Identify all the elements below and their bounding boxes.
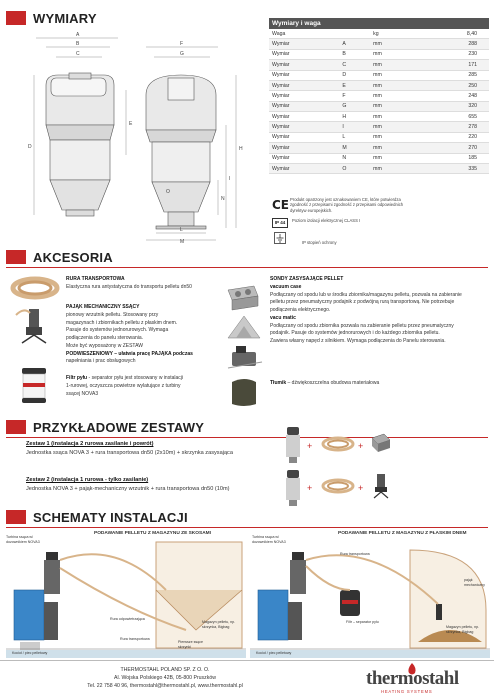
spec-unit: mm [370, 122, 414, 132]
ce-text: Produkt opatrzony jest oznakowaniem CE, które potwierdza zgodność z przepisami zgodność z przepisami odpowiednich dyrektyw europejskich. [290, 197, 404, 213]
dim-label-h: H [239, 146, 243, 152]
vacuum-case-line-3: podłączenia elektrycznego. [270, 307, 331, 313]
footer-contact: Tel. 22 758 40 96, thermostahl@thermostahl.pl, www.thermostahl.pl [87, 682, 243, 689]
vacu-matic-line-3: Zawiera własny napęd z silnikiem. Wymaga podłączenia do Panelu sterowania. [270, 338, 446, 344]
section-divider [6, 267, 488, 268]
spec-unit: mm [370, 80, 414, 90]
spider-title: PAJĄK MECHANICZNY SSĄCY [66, 304, 140, 310]
spec-letter: A [339, 39, 370, 49]
section-title: SCHEMATY INSTALACJI [33, 509, 188, 525]
diagram-left-title: PODAWANIE PELLETU Z MAGAZYNU ZE SKOSAMI [94, 531, 211, 536]
section-dimensions-header [6, 10, 97, 26]
diagram-right-boiler-label: Kocioł / piec pelletowy [256, 651, 292, 655]
svg-text:CE: CE [272, 198, 290, 212]
vacu-matic-line-1: Podłączany od spodu zbiornika pozwala na zabieranie pelletu przez pneumatyczny [270, 322, 454, 329]
set2-description [26, 476, 286, 493]
spec-param: Wymiar [269, 60, 339, 70]
set2-spider-image [370, 472, 392, 500]
spec-param: Wymiar [269, 163, 339, 173]
page-footer [0, 660, 494, 699]
silencer-image [228, 376, 260, 408]
spec-letter: B [339, 49, 370, 59]
spec-row [269, 132, 489, 142]
probes-title: SONDY ZASYSAJĄCE PELLET [270, 276, 344, 282]
diagram-right-title: PODAWANIE PELLETU Z MAGAZYNU Z PŁASKIM DNEM [338, 531, 467, 536]
set2-text: Jednostka NOVA 3 + pająk-mechaniczny wrzutnik + rura transportowa dn50 (10m) [26, 485, 230, 492]
set2-title: Zestaw 2 (instalacja 1 rurowa - tylko zasilanie) [26, 477, 149, 483]
section-marker [6, 420, 26, 434]
ip-text: IP stopień ochrony [302, 240, 337, 245]
spec-unit: mm [370, 163, 414, 173]
spider-line-2: magazynach i zbiornikach pelletu z płaskim dnem. [66, 319, 178, 326]
diagram-left-feed-label: Rura transportowa [120, 637, 150, 641]
spec-unit: mm [370, 153, 414, 163]
diagram-flat-storage [250, 530, 490, 658]
spider-line-4: podłączenia do panelu sterowania. [66, 335, 143, 341]
spec-param: Wymiar [269, 49, 339, 59]
dim-label-g: G [180, 51, 184, 57]
suction-spider-image [14, 305, 54, 345]
spec-letter: E [339, 80, 370, 90]
set1-text: Jednostka ssąca NOVA 3 + rura transportowa dn50 (2x10m) + skrzynka zasysająca [26, 449, 233, 456]
spec-row [269, 143, 489, 153]
section-sets-header [6, 419, 204, 435]
spec-letter: I [339, 122, 370, 132]
spec-value: 250 [414, 80, 489, 90]
spec-letter: G [339, 101, 370, 111]
probes-description [270, 276, 488, 346]
filter-line-1: - separator pyłu jest stosowany w instalacji [88, 375, 184, 381]
vacuum-case-title: vacuum case [270, 283, 302, 290]
diagram-left-turbine-label: Turbina ssąca w/ dozownikiem NOVA3 [6, 535, 40, 544]
plus-sign: + [307, 483, 313, 493]
vacu-matic-image [226, 312, 262, 340]
silencer-text: – dźwiękoszczelna obudowa materiałowa [287, 380, 380, 386]
section-divider [6, 527, 488, 528]
ip44-text: Poziom izolacji elektrycznej CLASS I [292, 218, 361, 223]
section-diagrams-header [6, 509, 188, 525]
spec-row [269, 70, 489, 80]
plus-sign: + [358, 441, 364, 451]
spec-row [269, 91, 489, 101]
spec-unit: mm [370, 101, 414, 111]
section-marker [6, 250, 26, 264]
diagram-right-feed-label: Rura transportowa [340, 552, 370, 556]
spec-row [269, 49, 489, 59]
dim-label-n: N [221, 196, 225, 202]
ip44-badge: IP 44 [272, 218, 288, 228]
footer-address: Al. Wojska Polskiego 42B, 05-800 Pruszków [114, 674, 216, 681]
spec-row [269, 60, 489, 70]
set1-title: Zestaw 1 (instalacja 2 rurowa zasilanie i powrót) [26, 441, 154, 447]
vacu-matic-title: vacu matic [270, 314, 296, 321]
brand-logo: thermostahl [366, 668, 459, 689]
spec-letter: C [339, 60, 370, 70]
spec-unit: mm [370, 132, 414, 142]
spec-param: Wymiar [269, 70, 339, 80]
spec-param: Wymiar [269, 153, 339, 163]
spec-unit: mm [370, 112, 414, 122]
footer-contact-block [80, 667, 250, 690]
vacuum-case-line-2: pelletu przez pneumatyczny podajnik z podwójną rurą transportową. Nie potrzebuje [270, 299, 455, 306]
filter-line-2: 1-rurowej, oczyszcza powietrze wylatujące z turbiny [66, 382, 181, 389]
set1-box-image [370, 432, 392, 454]
spec-param: Wymiar [269, 39, 339, 49]
dim-label-d: D [28, 144, 32, 150]
set2-hose-image [320, 476, 356, 496]
spec-row [269, 163, 489, 173]
spec-table [269, 18, 489, 174]
spec-param: Wymiar [269, 143, 339, 153]
spec-letter: N [339, 153, 370, 163]
dim-label-l: L [180, 227, 183, 233]
spec-value: 335 [414, 163, 489, 173]
spec-unit: mm [370, 39, 414, 49]
set2-nova-image [282, 468, 304, 508]
dim-label-o: O [166, 189, 170, 195]
filter-line-3: ssącej NOVA3 [66, 390, 99, 397]
spec-value: 270 [414, 143, 489, 153]
diagram-left-hose-label: Rura odpowietrzająca [110, 617, 145, 621]
spec-value: 285 [414, 70, 489, 80]
set1-hose-image [320, 434, 356, 454]
dimension-drawing [6, 30, 262, 245]
spec-value: 171 [414, 60, 489, 70]
spec-value: 185 [414, 153, 489, 163]
diagram-right-filter-label: Filtr – separator pyłu [346, 620, 379, 624]
spec-row [269, 112, 489, 122]
spec-letter: O [339, 163, 370, 173]
dim-label-c: C [76, 51, 80, 57]
diagram-right-box-label: Magazyn pelletu, np. skrzynka, Bigbag [446, 625, 480, 634]
section-divider [6, 437, 488, 438]
footer-company: THERMOSTAHL POLAND SP. Z O. O. [120, 667, 210, 673]
spec-param: Wymiar [269, 132, 339, 142]
plus-sign: + [358, 483, 364, 493]
spider-line-1: pionowy wrzutnik pelletu. Stosowany przy [66, 311, 159, 318]
spec-value: 8,40 [414, 29, 489, 39]
spider-line-3: Pasuje do systemów jednorurowych. Wymaga [66, 327, 169, 334]
spec-param: Waga [269, 29, 339, 39]
section-accessories-header [6, 249, 113, 265]
spec-value: 320 [414, 101, 489, 111]
ground-icon [274, 232, 286, 244]
spec-table-header: Wymiary i waga [269, 18, 489, 29]
section-marker [6, 510, 26, 524]
set1-description [26, 440, 286, 457]
spec-unit: mm [370, 49, 414, 59]
spec-value: 220 [414, 132, 489, 142]
spec-param: Wymiar [269, 101, 339, 111]
spec-unit: mm [370, 91, 414, 101]
spec-param: Wymiar [269, 91, 339, 101]
spider-line-6: PODWIESZENIOWY – ułatwia pracę PAJĄKA podczas [66, 350, 193, 357]
spec-value: 230 [414, 49, 489, 59]
spec-row [269, 153, 489, 163]
spec-letter: L [339, 132, 370, 142]
dim-label-f: F [180, 41, 184, 47]
hose-text: Elastyczna rura antystatyczna do transportu pelletu dn50 [66, 283, 192, 290]
spec-param: Wymiar [269, 112, 339, 122]
diagram-right-turbine-label: Turbina ssąca w/ dozownikiem NOVA3 [252, 535, 286, 544]
section-title: AKCESORIA [33, 249, 113, 265]
spec-value: 278 [414, 122, 489, 132]
set1-nova-image [282, 425, 304, 465]
vacuum-case-line-1: Podłączany od spodu lub w środku zbiornika/magazynu pelletu, pozwala na zabieranie [270, 291, 462, 298]
spec-letter: D [339, 70, 370, 80]
diagram-left-probe-label: Pierwsze ssące skrzynki [178, 640, 203, 649]
spec-row [269, 101, 489, 111]
spider-line-5: Może być wyposażony w ZESTAW [66, 342, 143, 349]
spec-letter: M [339, 143, 370, 153]
spec-letter [339, 29, 370, 39]
transport-hose-image [10, 275, 60, 301]
section-marker [6, 11, 26, 25]
spec-value: 248 [414, 91, 489, 101]
spec-row [269, 122, 489, 132]
spec-unit: kg [370, 29, 414, 39]
spec-row [269, 29, 489, 39]
silencer-title: Tłumik [270, 380, 287, 386]
dim-label-a: A [76, 32, 80, 38]
dim-label-i: I [229, 176, 231, 182]
vacu-matic-line-2: podajnik. Pasuje do systemów jednorurowych i do każdego zbiornika pelletu. [270, 330, 440, 337]
silencer-description [270, 380, 488, 388]
spec-row [269, 39, 489, 49]
vacuum-case-image [224, 282, 262, 312]
section-title: PRZYKŁADOWE ZESTAWY [33, 419, 205, 435]
spec-letter: H [339, 112, 370, 122]
filter-title: Filtr pyłu [66, 375, 88, 381]
diagram-right-spider-label: pająk mechaniczny [464, 578, 485, 587]
spec-letter: F [339, 91, 370, 101]
brand-logo-subtitle: HEATING SYSTEMS [381, 689, 433, 694]
spider-line-7: napełniania i prac obsługowych [66, 358, 136, 365]
ce-mark-icon [272, 197, 290, 212]
spec-param: Wymiar [269, 80, 339, 90]
spec-value: 655 [414, 112, 489, 122]
vacu-matic-motor-image [226, 344, 264, 374]
spec-unit: mm [370, 70, 414, 80]
diagram-left-boiler-label: Kocioł / piec pelletowy [12, 651, 48, 655]
spec-value: 288 [414, 39, 489, 49]
hose-title: RURA TRANSPORTOWA [66, 276, 125, 282]
dim-label-b: B [76, 41, 80, 47]
section-title: WYMIARY [33, 10, 97, 26]
spec-unit: mm [370, 60, 414, 70]
spec-unit: mm [370, 143, 414, 153]
dust-filter-image [18, 366, 50, 406]
dim-label-m: M [180, 239, 185, 245]
spec-param: Wymiar [269, 122, 339, 132]
diagram-left-box-label: Magazyn pelletu, np. skrzynka, Bigbag [202, 620, 236, 629]
spec-row [269, 80, 489, 90]
dim-label-e: E [129, 121, 133, 127]
plus-sign: + [307, 441, 313, 451]
